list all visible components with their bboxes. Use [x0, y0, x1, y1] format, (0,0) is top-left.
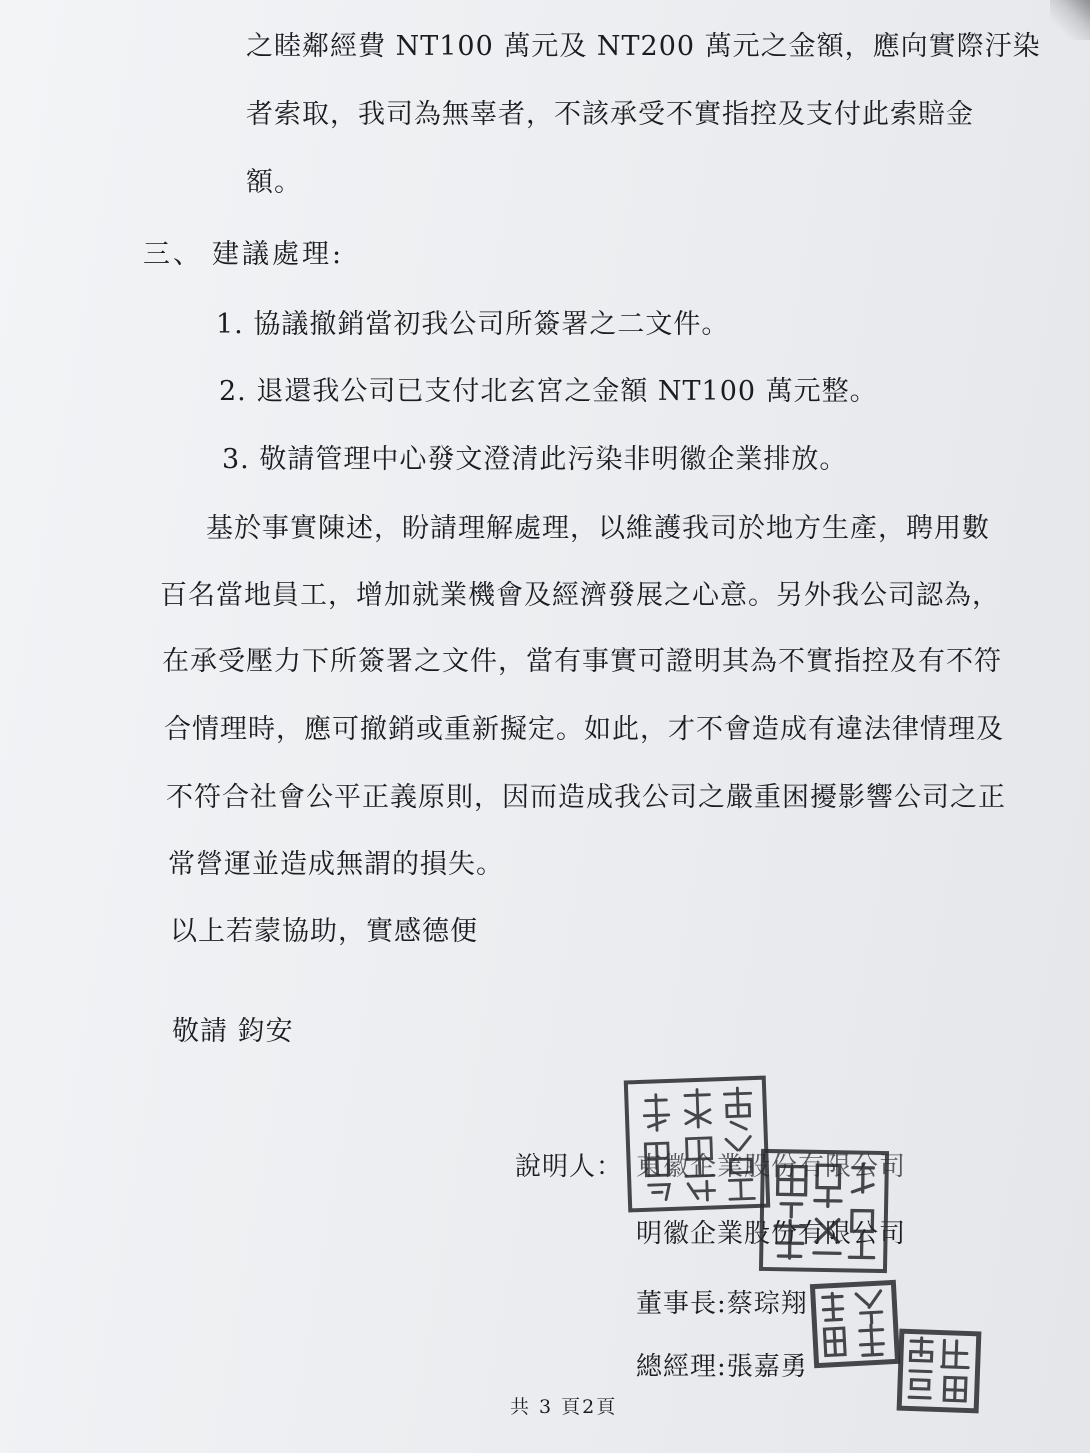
- section-number: 三、: [143, 239, 203, 270]
- paragraph-line-3: 在承受壓力下所簽署之文件，當有事實可證明其為不實指控及有不符: [162, 646, 1002, 677]
- paragraph-line-4: 合情理時，應可撤銷或重新擬定。如此，才不會造成有違法律情理及: [164, 714, 1004, 745]
- general-manager-seal-stamp: [897, 1329, 982, 1414]
- closing-line: 以上若蒙協助，實感德便: [170, 916, 478, 947]
- section-title: 建議處理:: [212, 239, 345, 270]
- company-seal-2-glyphs: [763, 1153, 885, 1269]
- company-seal-stamp-2: [759, 1149, 889, 1273]
- chairman-name: 董事長:蔡琮翔: [636, 1289, 808, 1319]
- page-count: 共 3 頁2頁: [510, 1396, 618, 1418]
- recommendation-item-1: 1. 協議撤銷當初我公司所簽署之二文件。: [216, 309, 730, 340]
- salutation-line: 敬請 鈞安: [172, 1016, 294, 1047]
- page-corner-shadow: [1050, 0, 1090, 40]
- company-name-mingshui: 明徽企業股份有限公司: [636, 1219, 907, 1249]
- company-name-dongshui: 東徽企業股份有限公司: [636, 1152, 907, 1182]
- continuation-line-3: 額。: [246, 167, 302, 198]
- paragraph-line-5: 不符合社會公平正義原則，因而造成我公司之嚴重困擾影響公司之正: [166, 782, 1006, 813]
- paragraph-line-1: 基於事實陳述，盼請理解處理，以維護我司於地方生產，聘用數: [206, 513, 990, 544]
- gm-seal-glyphs: [902, 1334, 976, 1408]
- chairman-seal-glyphs: [815, 1285, 895, 1363]
- recommendation-item-2: 2. 退還我公司已支付北玄宮之金額 NT100 萬元整。: [219, 376, 878, 407]
- continuation-line-1: 之睦鄰經費 NT100 萬元及 NT200 萬元之金額，應向實際汙染: [246, 31, 1041, 62]
- paragraph-line-2: 百名當地員工，增加就業機會及經濟發展之心意。另外我公司認為，: [160, 580, 1000, 611]
- continuation-line-2: 者索取，我司為無辜者，不該承受不實指控及支付此索賠金: [246, 99, 974, 130]
- company-seal-glyphs: [628, 1080, 766, 1209]
- general-manager-name: 總經理:張嘉勇: [636, 1352, 808, 1382]
- signatory-label: 說明人：: [515, 1152, 624, 1182]
- chairman-seal-stamp: [810, 1280, 900, 1368]
- paragraph-line-6: 常營運並造成無謂的損失。: [168, 849, 504, 880]
- company-seal-stamp: [624, 1076, 771, 1213]
- recommendation-item-3: 3. 敬請管理中心發文澄清此污染非明徽企業排放。: [222, 444, 848, 475]
